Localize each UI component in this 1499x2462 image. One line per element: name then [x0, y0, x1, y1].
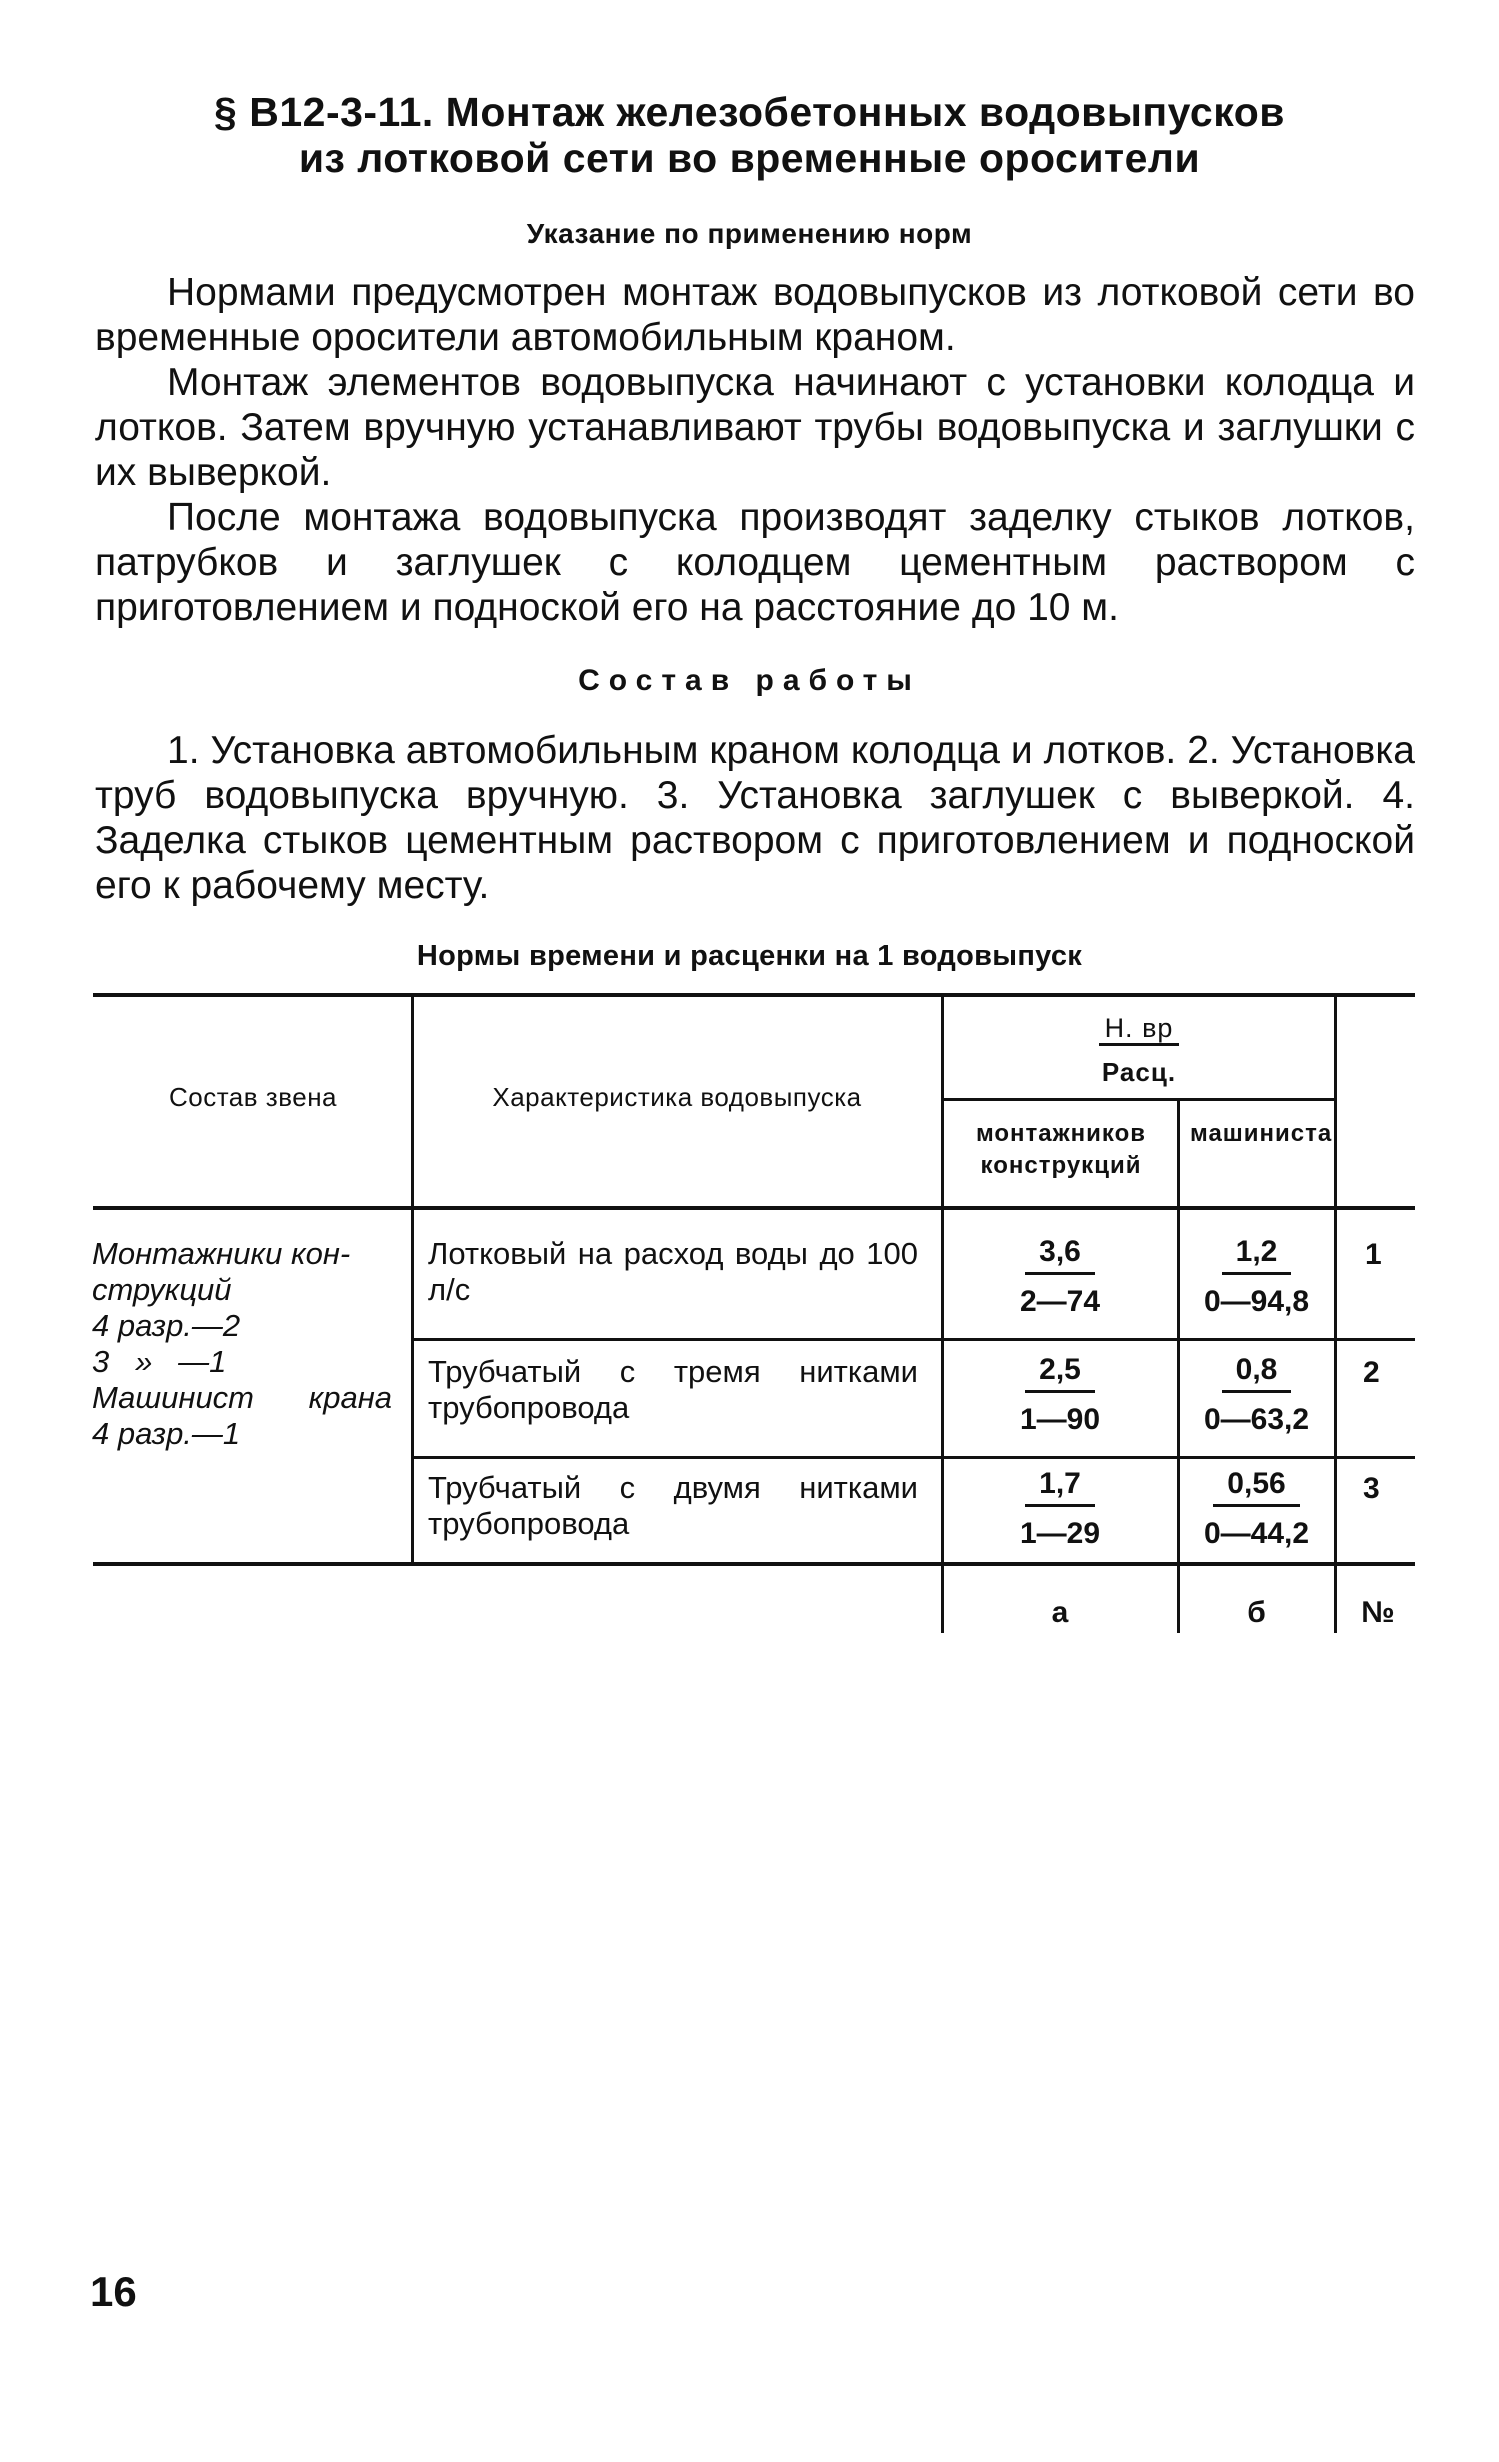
row-1-number: 1: [1365, 1238, 1382, 1271]
header-col-b: машиниста: [1190, 1120, 1333, 1147]
col-divider-num: [1334, 995, 1337, 1633]
rate-value: 1—90: [1019, 1403, 1101, 1436]
crew-line: [92, 1380, 392, 1416]
section-title-line-1: § В12-3-11. Монтаж железобетонных водовыпусков: [214, 89, 1285, 135]
crew-text: струкций: [92, 1272, 232, 1307]
row-2-col-a-value: [945, 1350, 1175, 1441]
header-norm-time-label: Н. вр: [1099, 1013, 1180, 1046]
table-caption: Нормы времени и расценки на 1 водовыпуск: [416, 940, 1083, 972]
norm-time-value: 3,6: [1025, 1232, 1095, 1275]
header-crew: Состав звена: [168, 1082, 338, 1112]
guidance-paragraph-3: После монтажа водовыпуска производят заделку стыков лотков, патрубков и заглушек с колодцем цементным раствором с приготовлением и подноской его на расстояние до 10 м.: [95, 496, 1415, 629]
crew-line: [92, 1272, 392, 1308]
row-3-col-b-value: [1181, 1464, 1332, 1555]
row-2-characteristic: Трубчатый с тремя нитками трубопровода: [428, 1354, 918, 1425]
guidance-paragraph-2: Монтаж элементов водовыпуска начинают с установки колодца и лотков. Затем вручную устанавливают трубы водовыпуска и заглушки с их выверкой.: [95, 361, 1415, 494]
table-top-rule: [93, 993, 1415, 997]
row-1-col-a-value: [945, 1232, 1175, 1323]
rate-value: 0—63,2: [1203, 1403, 1310, 1436]
row-1-col-b-value: [1181, 1232, 1332, 1323]
crew-text: крана: [308, 1380, 392, 1415]
work-heading: Состав работы: [578, 664, 921, 697]
section-title-line-2: из лотковой сети во временные оросители: [298, 135, 1201, 181]
col-divider-characteristic: [941, 995, 944, 1633]
row-3-number: 3: [1363, 1472, 1380, 1505]
rate-value: 1—29: [1019, 1517, 1101, 1550]
norm-time-value: 0,8: [1222, 1350, 1292, 1393]
header-norm-time: [944, 1012, 1334, 1044]
rate-value: 0—44,2: [1203, 1517, 1310, 1550]
crew-line: [92, 1416, 392, 1452]
rate-value: 0—94,8: [1203, 1285, 1310, 1318]
guidance-paragraph-1: Нормами предусмотрен монтаж водовыпусков из лотковой сети во временные оросители автомобильным краном.: [95, 271, 1415, 359]
header-col-a: монтажников конструкций: [975, 1120, 1147, 1179]
column-mark-number: №: [1361, 1596, 1395, 1629]
crew-line: [92, 1308, 392, 1344]
work-composition-text: 1. Установка автомобильным краном колодца и лотков. 2. Установка труб водовыпуска вручную. 3. Установка заглушек с выверкой. 4. Заделка стыков цементным раствором с приготовлением и подноской его к рабочему месту.: [95, 729, 1415, 907]
norm-time-value: 1,2: [1222, 1232, 1292, 1275]
crew-composition: [92, 1236, 392, 1452]
norm-time-value: 1,7: [1025, 1464, 1095, 1507]
crew-line: [92, 1236, 392, 1272]
header-bottom-rule: [93, 1206, 1415, 1210]
row-3-characteristic: Трубчатый с двумя нитками трубопровода: [428, 1470, 918, 1541]
header-subrule: [942, 1098, 1336, 1101]
crew-text: Машинист: [92, 1380, 255, 1415]
column-mark-b: б: [1247, 1596, 1266, 1629]
crew-line: [92, 1344, 392, 1380]
rate-value: 2—74: [1019, 1285, 1101, 1318]
norm-time-value: 0,56: [1213, 1464, 1299, 1507]
crew-text: Монтажники кон-: [92, 1236, 351, 1271]
row-2-col-b-value: [1181, 1350, 1332, 1441]
crew-text: 3 » —1: [92, 1344, 227, 1379]
guidance-heading: Указание по применению норм: [526, 218, 973, 249]
table-bottom-rule: [93, 1562, 1415, 1566]
header-rate: Расц.: [1101, 1057, 1177, 1087]
row-1-characteristic: Лотковый на расход воды до 100 л/с: [428, 1236, 918, 1307]
row-rule-2: [412, 1456, 1415, 1459]
crew-text: 4 разр.—1: [92, 1416, 241, 1451]
norm-time-value: 2,5: [1025, 1350, 1095, 1393]
row-3-col-a-value: [945, 1464, 1175, 1555]
col-divider-ab: [1177, 1099, 1180, 1633]
row-2-number: 2: [1363, 1356, 1380, 1389]
page-number: 16: [90, 2268, 137, 2315]
column-mark-a: а: [1051, 1596, 1069, 1629]
crew-text: 4 разр.—2: [92, 1308, 241, 1343]
row-rule-1: [412, 1338, 1415, 1341]
header-characteristic: Характеристика водовыпуска: [492, 1082, 862, 1112]
